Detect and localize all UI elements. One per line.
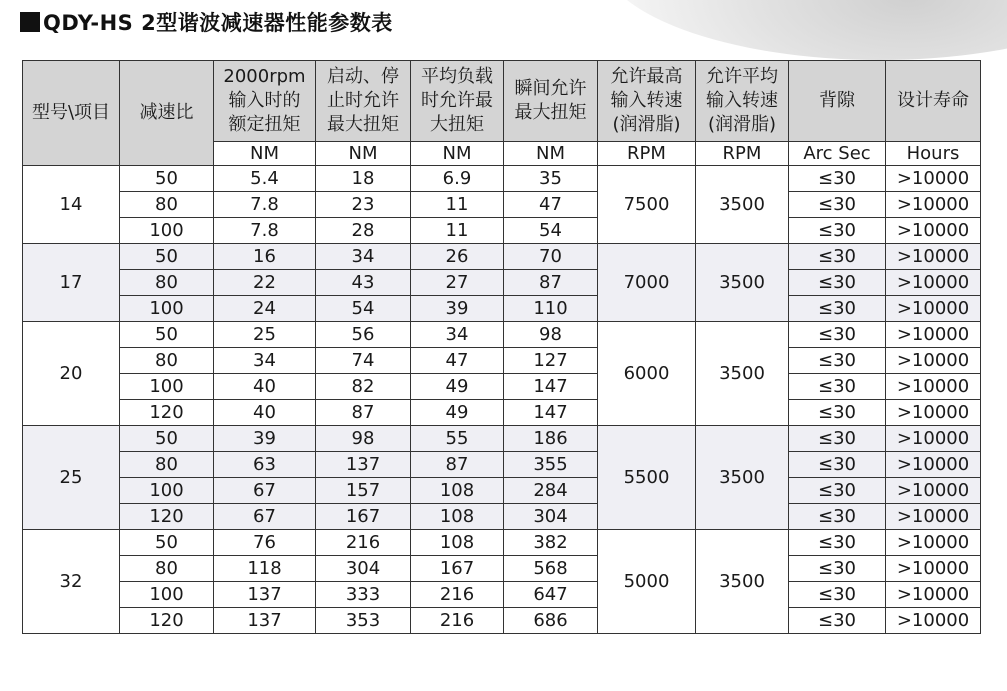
start-stop-cell: 137 xyxy=(316,452,411,478)
header-line: 输入转速 xyxy=(706,90,778,111)
unit-cell: Arc Sec xyxy=(789,142,886,166)
title-square-icon xyxy=(20,12,40,32)
start-stop-cell: 167 xyxy=(316,504,411,530)
ratio-cell: 120 xyxy=(120,504,214,530)
backlash-cell: ≤30 xyxy=(789,270,886,296)
rated-cell: 137 xyxy=(214,608,316,634)
avg-speed-cell: 3500 xyxy=(696,322,789,426)
rated-cell: 118 xyxy=(214,556,316,582)
backlash-cell: ≤30 xyxy=(789,322,886,348)
start-stop-cell: 54 xyxy=(316,296,411,322)
life-cell: >10000 xyxy=(886,608,981,634)
life-cell: >10000 xyxy=(886,270,981,296)
header-line: 2000rpm xyxy=(223,66,306,87)
model-cell: 17 xyxy=(23,244,120,322)
start-stop-cell: 87 xyxy=(316,400,411,426)
rated-cell: 67 xyxy=(214,504,316,530)
life-cell: >10000 xyxy=(886,556,981,582)
momentary-cell: 647 xyxy=(504,582,598,608)
life-cell: >10000 xyxy=(886,426,981,452)
unit-cell: RPM xyxy=(696,142,789,166)
backlash-cell: ≤30 xyxy=(789,556,886,582)
ratio-cell: 80 xyxy=(120,452,214,478)
avg-load-cell: 167 xyxy=(411,556,504,582)
avg-speed-cell: 3500 xyxy=(696,530,789,634)
table-row xyxy=(23,478,981,504)
start-stop-cell: 34 xyxy=(316,244,411,270)
title-text: QDY-HS 2型谐波减速器性能参数表 xyxy=(43,11,393,35)
max-speed-cell: 7500 xyxy=(598,166,696,244)
model-cell: 14 xyxy=(23,166,120,244)
header-avg-load-torque xyxy=(411,61,504,142)
table-row xyxy=(23,426,981,452)
avg-load-cell: 216 xyxy=(411,582,504,608)
avg-load-cell: 34 xyxy=(411,322,504,348)
avg-load-cell: 108 xyxy=(411,504,504,530)
avg-load-cell: 47 xyxy=(411,348,504,374)
momentary-cell: 70 xyxy=(504,244,598,270)
header-line: 输入转速 xyxy=(610,90,683,111)
rated-cell: 40 xyxy=(214,400,316,426)
spec-table xyxy=(22,60,981,634)
momentary-cell: 47 xyxy=(504,192,598,218)
life-cell: >10000 xyxy=(886,530,981,556)
momentary-cell: 54 xyxy=(504,218,598,244)
momentary-cell: 127 xyxy=(504,348,598,374)
momentary-cell: 686 xyxy=(504,608,598,634)
rated-cell: 5.4 xyxy=(214,166,316,192)
ratio-cell: 50 xyxy=(120,322,214,348)
life-cell: >10000 xyxy=(886,244,981,270)
life-cell: >10000 xyxy=(886,582,981,608)
start-stop-cell: 216 xyxy=(316,530,411,556)
life-cell: >10000 xyxy=(886,504,981,530)
start-stop-cell: 98 xyxy=(316,426,411,452)
model-group xyxy=(23,166,981,244)
table-row xyxy=(23,322,981,348)
start-stop-cell: 333 xyxy=(316,582,411,608)
backlash-cell: ≤30 xyxy=(789,400,886,426)
life-cell: >10000 xyxy=(886,166,981,192)
avg-load-cell: 49 xyxy=(411,400,504,426)
start-stop-cell: 28 xyxy=(316,218,411,244)
ratio-cell: 80 xyxy=(120,556,214,582)
life-cell: >10000 xyxy=(886,400,981,426)
rated-cell: 22 xyxy=(214,270,316,296)
table-row xyxy=(23,244,981,270)
header-line: 减速比 xyxy=(139,102,194,123)
backlash-cell: ≤30 xyxy=(789,478,886,504)
momentary-cell: 186 xyxy=(504,426,598,452)
table-row xyxy=(23,192,981,218)
header-max-input-speed xyxy=(598,61,696,142)
table-row xyxy=(23,218,981,244)
model-group xyxy=(23,426,981,530)
table-row xyxy=(23,374,981,400)
unit-cell: NM xyxy=(504,142,598,166)
header-model xyxy=(23,61,120,166)
max-speed-cell: 7000 xyxy=(598,244,696,322)
backlash-cell: ≤30 xyxy=(789,452,886,478)
ratio-cell: 100 xyxy=(120,218,214,244)
header-ratio xyxy=(120,61,214,166)
max-speed-cell: 5000 xyxy=(598,530,696,634)
start-stop-cell: 56 xyxy=(316,322,411,348)
backlash-cell: ≤30 xyxy=(789,166,886,192)
rated-cell: 63 xyxy=(214,452,316,478)
ratio-cell: 80 xyxy=(120,192,214,218)
header-avg-input-speed xyxy=(696,61,789,142)
backlash-cell: ≤30 xyxy=(789,218,886,244)
ratio-cell: 100 xyxy=(120,296,214,322)
backlash-cell: ≤30 xyxy=(789,374,886,400)
momentary-cell: 147 xyxy=(504,374,598,400)
backlash-cell: ≤30 xyxy=(789,296,886,322)
start-stop-cell: 74 xyxy=(316,348,411,374)
rated-cell: 7.8 xyxy=(214,192,316,218)
table-row xyxy=(23,166,981,192)
header-line: 允许平均 xyxy=(706,66,778,87)
start-stop-cell: 23 xyxy=(316,192,411,218)
header-line: 额定扭矩 xyxy=(228,114,301,135)
avg-load-cell: 108 xyxy=(411,478,504,504)
momentary-cell: 87 xyxy=(504,270,598,296)
start-stop-cell: 353 xyxy=(316,608,411,634)
max-speed-cell: 6000 xyxy=(598,322,696,426)
ratio-cell: 80 xyxy=(120,270,214,296)
avg-speed-cell: 3500 xyxy=(696,426,789,530)
decorative-gear-image xyxy=(600,0,1007,60)
header-line: 大扭矩 xyxy=(430,114,484,135)
ratio-cell: 100 xyxy=(120,582,214,608)
life-cell: >10000 xyxy=(886,374,981,400)
start-stop-cell: 304 xyxy=(316,556,411,582)
model-cell: 25 xyxy=(23,426,120,530)
header-line: 背隙 xyxy=(819,90,855,111)
avg-speed-cell: 3500 xyxy=(696,244,789,322)
header-design-life xyxy=(886,61,981,142)
header-line: 允许最高 xyxy=(610,66,683,87)
start-stop-cell: 18 xyxy=(316,166,411,192)
avg-load-cell: 11 xyxy=(411,192,504,218)
rated-cell: 24 xyxy=(214,296,316,322)
ratio-cell: 50 xyxy=(120,530,214,556)
unit-cell: NM xyxy=(316,142,411,166)
table-row xyxy=(23,608,981,634)
page-title xyxy=(20,6,393,38)
momentary-cell: 284 xyxy=(504,478,598,504)
avg-load-cell: 108 xyxy=(411,530,504,556)
table-row xyxy=(23,270,981,296)
avg-load-cell: 55 xyxy=(411,426,504,452)
rated-cell: 76 xyxy=(214,530,316,556)
table-row xyxy=(23,400,981,426)
momentary-cell: 110 xyxy=(504,296,598,322)
avg-load-cell: 216 xyxy=(411,608,504,634)
life-cell: >10000 xyxy=(886,296,981,322)
backlash-cell: ≤30 xyxy=(789,608,886,634)
header-line: 输入时的 xyxy=(228,90,301,111)
rated-cell: 34 xyxy=(214,348,316,374)
backlash-cell: ≤30 xyxy=(789,244,886,270)
life-cell: >10000 xyxy=(886,452,981,478)
avg-load-cell: 39 xyxy=(411,296,504,322)
momentary-cell: 355 xyxy=(504,452,598,478)
header-line: (润滑脂) xyxy=(612,114,681,135)
header-rated-torque xyxy=(214,61,316,142)
ratio-cell: 120 xyxy=(120,400,214,426)
table-row xyxy=(23,504,981,530)
model-group xyxy=(23,322,981,426)
life-cell: >10000 xyxy=(886,218,981,244)
max-speed-cell: 5500 xyxy=(598,426,696,530)
unit-cell: NM xyxy=(411,142,504,166)
table-row xyxy=(23,296,981,322)
unit-cell: RPM xyxy=(598,142,696,166)
header-momentary-torque xyxy=(504,61,598,142)
ratio-cell: 50 xyxy=(120,426,214,452)
life-cell: >10000 xyxy=(886,192,981,218)
momentary-cell: 35 xyxy=(504,166,598,192)
unit-cell: Hours xyxy=(886,142,981,166)
header-line: 型号\项目 xyxy=(31,102,111,123)
rated-cell: 67 xyxy=(214,478,316,504)
header-line: 启动、停 xyxy=(327,66,399,87)
momentary-cell: 382 xyxy=(504,530,598,556)
backlash-cell: ≤30 xyxy=(789,348,886,374)
ratio-cell: 50 xyxy=(120,166,214,192)
rated-cell: 7.8 xyxy=(214,218,316,244)
header-line: 最大扭矩 xyxy=(327,114,399,135)
header-backlash xyxy=(789,61,886,142)
unit-cell: NM xyxy=(214,142,316,166)
start-stop-cell: 157 xyxy=(316,478,411,504)
rated-cell: 16 xyxy=(214,244,316,270)
ratio-cell: 80 xyxy=(120,348,214,374)
table-row xyxy=(23,452,981,478)
backlash-cell: ≤30 xyxy=(789,530,886,556)
life-cell: >10000 xyxy=(886,348,981,374)
avg-speed-cell: 3500 xyxy=(696,166,789,244)
header-line: 瞬间允许 xyxy=(514,78,587,99)
backlash-cell: ≤30 xyxy=(789,504,886,530)
avg-load-cell: 27 xyxy=(411,270,504,296)
table-row xyxy=(23,556,981,582)
life-cell: >10000 xyxy=(886,478,981,504)
rated-cell: 40 xyxy=(214,374,316,400)
momentary-cell: 147 xyxy=(504,400,598,426)
avg-load-cell: 26 xyxy=(411,244,504,270)
model-cell: 20 xyxy=(23,322,120,426)
table-row xyxy=(23,582,981,608)
ratio-cell: 50 xyxy=(120,244,214,270)
header-line: (润滑脂) xyxy=(707,114,777,135)
header-line: 最大扭矩 xyxy=(514,102,587,123)
momentary-cell: 304 xyxy=(504,504,598,530)
header-line: 止时允许 xyxy=(327,90,399,111)
avg-load-cell: 49 xyxy=(411,374,504,400)
header-start-stop-torque xyxy=(316,61,411,142)
table-row xyxy=(23,530,981,556)
rated-cell: 25 xyxy=(214,322,316,348)
backlash-cell: ≤30 xyxy=(789,192,886,218)
backlash-cell: ≤30 xyxy=(789,582,886,608)
header-line: 时允许最 xyxy=(421,90,493,111)
rated-cell: 39 xyxy=(214,426,316,452)
life-cell: >10000 xyxy=(886,322,981,348)
start-stop-cell: 43 xyxy=(316,270,411,296)
header-line: 平均负载 xyxy=(421,66,493,87)
avg-load-cell: 87 xyxy=(411,452,504,478)
ratio-cell: 120 xyxy=(120,608,214,634)
ratio-cell: 100 xyxy=(120,478,214,504)
momentary-cell: 568 xyxy=(504,556,598,582)
table-row xyxy=(23,348,981,374)
model-group xyxy=(23,244,981,322)
start-stop-cell: 82 xyxy=(316,374,411,400)
model-group xyxy=(23,530,981,634)
avg-load-cell: 11 xyxy=(411,218,504,244)
momentary-cell: 98 xyxy=(504,322,598,348)
rated-cell: 137 xyxy=(214,582,316,608)
header-line: 设计寿命 xyxy=(897,90,969,111)
model-cell: 32 xyxy=(23,530,120,634)
ratio-cell: 100 xyxy=(120,374,214,400)
avg-load-cell: 6.9 xyxy=(411,166,504,192)
backlash-cell: ≤30 xyxy=(789,426,886,452)
header-row xyxy=(23,61,981,142)
